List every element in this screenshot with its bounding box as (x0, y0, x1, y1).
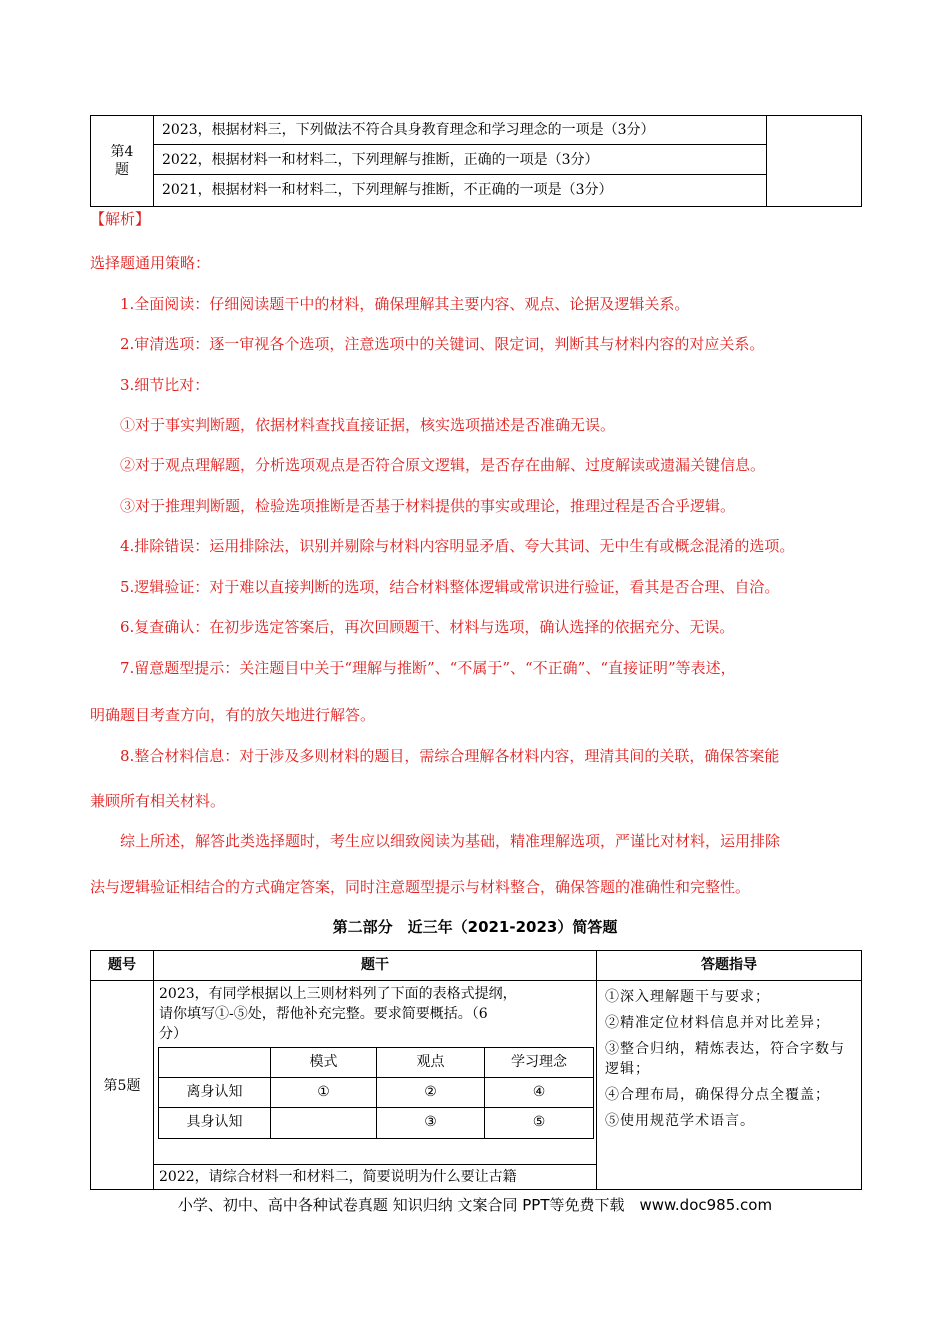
row-disembodied: 离身认知 (186, 1084, 243, 1100)
analysis-summary-1: 综上所述，解答此类选择题时，考生应以细致阅读为基础，精准理解选项，严谨比对材料，运用排除 (120, 832, 781, 850)
analysis-p3a: ①对于事实判断题，依据材料查找直接证据，核实选项描述是否准确无误。 (120, 416, 616, 434)
header-qno: 题号 (91, 951, 153, 981)
guide-1: ①深入理解题干与要求； (605, 989, 770, 1005)
q5-number: 第5题 (103, 1078, 141, 1094)
q4-table (90, 115, 862, 207)
q5-stem (159, 984, 659, 1044)
analysis-p7b: 明确题目考查方向，有的放矢地进行解答。 (90, 706, 376, 724)
guide-4: ④合理布局，确保得分点全覆盖； (605, 1087, 830, 1103)
stem-line-1: 2023，有同学根据以上三则材料列了下面的表格式提纲， (159, 986, 517, 1002)
q4-label: 第4 题 (91, 116, 154, 206)
q4-row-2021: 2021，根据材料一和材料二，下列理解与推断，不正确的一项是（3分） (162, 182, 613, 198)
analysis-p3: 3.细节比对： (120, 376, 210, 394)
header-guide: 答题指导 (597, 951, 861, 981)
q4-row-2023: 2023，根据材料三，下列做法不符合具身教育理念和学习理念的一项是（3分） (154, 116, 766, 145)
analysis-p1: 1.全面阅读：仔细阅读题干中的材料，确保理解其主要内容、观点、论据及逻辑关系。 (120, 295, 690, 313)
analysis-p5: 5.逻辑验证：对于难以直接判断的选项，结合材料整体逻辑或常识进行验证，看其是否合理、自洽。 (120, 578, 780, 596)
analysis-p6: 6.复查确认：在初步选定答案后，再次回顾题干、材料与选项，确认选择的依据充分、无误。 (120, 618, 735, 636)
section-title: 第二部分 近三年（2021-2023）简答题 (332, 918, 618, 936)
blank-3: ③ (424, 1114, 437, 1130)
analysis-p3c: ③对于推理判断题，检验选项推断是否基于材料提供的事实或理论，推理过程是否合乎逻辑。 (120, 497, 736, 515)
q4-row-2022: 2022，根据材料一和材料二，下列理解与推断，正确的一项是（3分） (154, 146, 766, 175)
stem-line-3: 分） (159, 1026, 187, 1042)
blank-2: ② (424, 1084, 437, 1100)
col-mode: 模式 (309, 1054, 338, 1070)
blank-1: ① (317, 1084, 330, 1100)
guide-3: ③整合归纳，精炼表达，符合字数与逻辑； (605, 1041, 845, 1077)
analysis-p7a: 7.留意题型提示：关注题目中关于“理解与推断”、“不属于”、“不正确”、“直接证明”等表述， (120, 659, 736, 677)
analysis-p2: 2.审清选项：逐一审视各个选项，注意选项中的关键词、限定词，判断其与材料内容的对应关系。 (120, 335, 765, 353)
q5-table (90, 950, 862, 1190)
col-concept: 学习理念 (511, 1054, 567, 1070)
analysis-p8a: 8.整合材料信息：对于涉及多则材料的题目，需综合理解各材料内容，理清其间的关联，确保答案能 (120, 747, 780, 765)
analysis-p8b: 兼顾所有相关材料。 (90, 792, 226, 810)
header-stem: 题干 (154, 951, 596, 981)
stem-line-2: 请你填写①-⑤处，帮他补充完整。要求简要概括。（6 (159, 1006, 488, 1022)
analysis-heading: 选择题通用策略： (90, 254, 211, 272)
guide-2: ②精准定位材料信息并对比差异； (605, 1015, 830, 1031)
analysis-title: 【解析】 (90, 210, 151, 228)
col-view: 观点 (416, 1054, 445, 1070)
blank-5: ⑤ (532, 1114, 546, 1130)
row-embodied: 具身认知 (186, 1114, 243, 1130)
analysis-p4: 4.排除错误：运用排除法，识别并剔除与材料内容明显矛盾、夸大其词、无中生有或概念混淆的选项。 (120, 537, 795, 555)
footer-ad: 小学、初中、高中各种试卷真题 知识归纳 文案合同 PPT等免费下载 www.doc985.com (177, 1196, 773, 1214)
blank-4: ④ (532, 1084, 546, 1100)
guide-5: ⑤使用规范学术语言。 (605, 1113, 755, 1129)
analysis-summary-2: 法与逻辑验证相结合的方式确定答案，同时注意题型提示与材料整合，确保答题的准确性和完整性。 (90, 878, 751, 896)
q4-rows (154, 116, 767, 206)
outline-table (158, 1047, 594, 1139)
analysis-p3b: ②对于观点理解题，分析选项观点是否符合原文逻辑，是否存在曲解、过度解读或遗漏关键信息。 (120, 456, 766, 474)
q5-stem-2022: 2022，请综合材料一和材料二，简要说明为什么要让古籍 (154, 1164, 596, 1187)
answer-guide (605, 987, 855, 1137)
